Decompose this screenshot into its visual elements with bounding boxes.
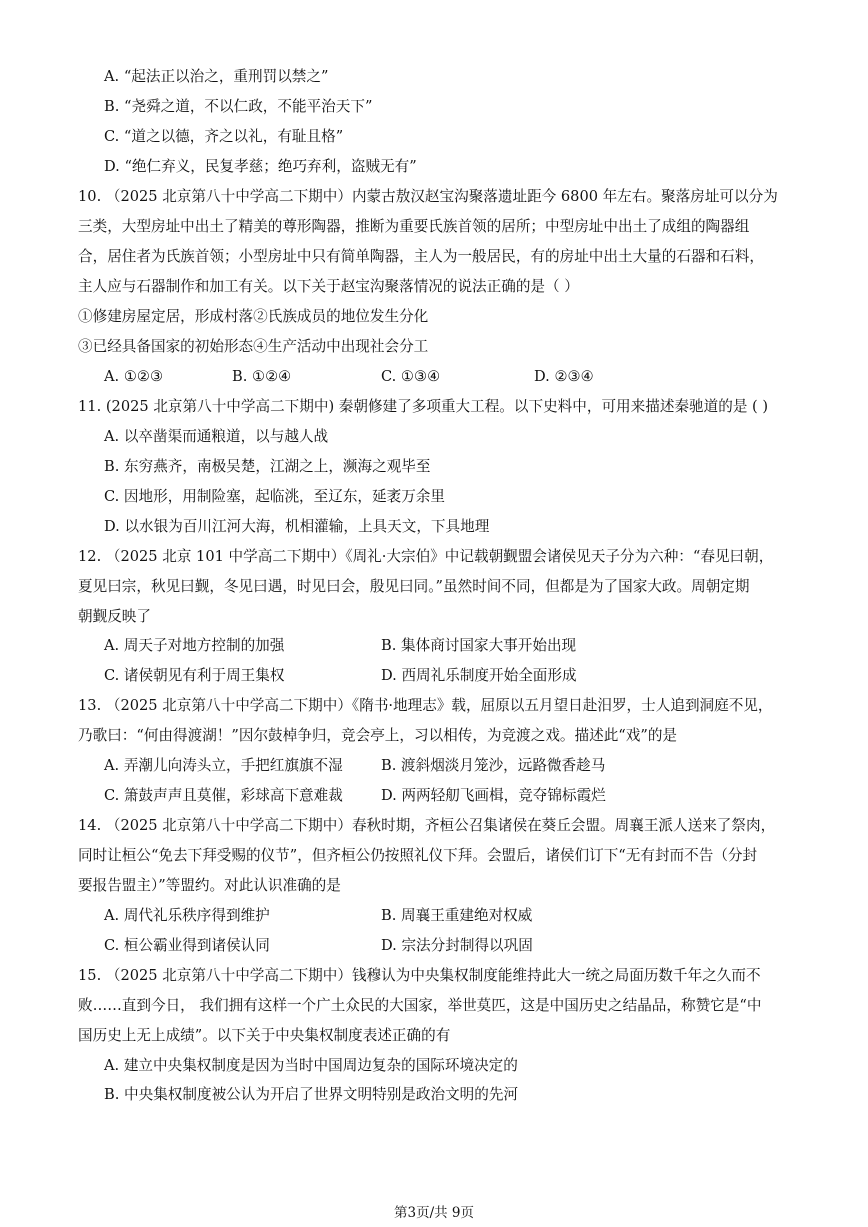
q9-option-d: D. “绝仁弃义，民复孝慈；绝巧弃利，盗贼无有”	[104, 158, 417, 175]
q13-stem-line-1: 13. （2025 北京第八十中学高二下期中）《隋书·地理志》载，屈原以五月望日赴汨罗，士人追到洞庭不见，	[78, 697, 773, 714]
q9-option-b: B. “尧舜之道，不以仁政，不能平治天下”	[104, 98, 373, 115]
q13-option-b: B. 渡斜烟淡月笼沙，远路微香趁马	[381, 757, 606, 774]
q10-stem-line-2: 三类，大型房址中出土了精美的尊形陶器，推断为重要氏族首领的居所；中型房址中出土了成组的陶器组	[78, 218, 750, 235]
q12-stem-line-2: 夏见曰宗，秋见曰觐，冬见曰遇，时见曰会，殷见曰同。”虽然时间不同，但都是为了国家大政。周朝定期	[78, 578, 750, 595]
q14-option-a: A. 周代礼乐秩序得到维护	[104, 907, 270, 924]
q13-option-d: D. 两两轻舠飞画楫，竞夺锦标霞烂	[381, 787, 606, 804]
q11-option-b: B. 东穷燕齐，南极吴楚，江湖之上，濒海之观毕至	[104, 458, 431, 475]
q10-stem-line-4: 主人应与石器制作和加工有关。以下关于赵宝沟聚落情况的说法正确的是（ ）	[78, 278, 579, 295]
q15-stem-line-1: 15. （2025 北京第八十中学高二下期中）钱穆认为中央集权制度能维持此大一统之局面历数千年之久而不	[78, 967, 761, 984]
q14-option-d: D. 宗法分封制得以巩固	[381, 937, 533, 954]
q15-stem-line-2: 败……直到今日， 我们拥有这样一个广土众民的大国家，举世莫匹，这是中国历史之结晶品，称赞它是“中	[78, 997, 762, 1014]
q11-option-d: D. 以水银为百川江河大海，机相灌输，上具天文，下具地理	[104, 518, 490, 535]
q9-option-c: C. “道之以德，齐之以礼，有耻且格”	[104, 128, 344, 145]
q14-option-b: B. 周襄王重建绝对权威	[381, 907, 533, 924]
q11-option-c: C. 因地形，用制险塞，起临洮，至辽东，延袤万余里	[104, 488, 445, 505]
q10-option-a: A. ①②③	[104, 368, 164, 385]
q10-option-b: B. ①②④	[232, 368, 292, 385]
q15-option-b: B. 中央集权制度被公认为开启了世界文明特别是政治文明的先河	[104, 1086, 519, 1103]
q13-stem-line-2: 乃歌曰：“何由得渡湖！”因尔鼓棹争归，竞会亭上，习以相传，为竞渡之戏。描述此“戏”的是	[78, 727, 678, 744]
q11-option-a: A. 以卒凿渠而通粮道，以与越人战	[104, 428, 329, 445]
q10-option-d: D. ②③④	[534, 368, 594, 385]
q12-option-b: B. 集体商讨国家大事开始出现	[381, 637, 577, 654]
q10-statement-1: ①修建房屋定居，形成村落②氏族成员的地位发生分化	[78, 308, 429, 325]
q13-option-a: A. 弄潮儿向涛头立，手把红旗旗不湿	[104, 757, 343, 774]
q11-stem: 11. (2025 北京第八十中学高二下期中) 秦朝修建了多项重大工程。以下史料中，可用来描述秦驰道的是 ( )	[78, 398, 769, 415]
q15-option-a: A. 建立中央集权制度是因为当时中国周边复杂的国际环境决定的	[104, 1057, 518, 1074]
q14-stem-line-2: 同时让桓公“免去下拜受赐的仪节”，但齐桓公仍按照礼仪下拜。会盟后，诸侯们订下“无有封而不告（分封	[78, 847, 758, 864]
q9-option-a: A. “起法正以治之，重刑罚以禁之”	[104, 68, 329, 85]
q12-stem-line-3: 朝觐反映了	[78, 608, 151, 625]
q12-stem-line-1: 12. （2025 北京 101 中学高二下期中）《周礼·大宗伯》中记载朝觐盟会诸侯见天子分为六种：“春见曰朝，	[78, 548, 774, 565]
q12-option-a: A. 周天子对地方控制的加强	[104, 637, 285, 654]
q14-stem-line-1: 14. （2025 北京第八十中学高二下期中）春秋时期，齐桓公召集诸侯在葵丘会盟。周襄王派人送来了祭肉，	[78, 817, 776, 834]
q10-stem-line-1: 10. （2025 北京第八十中学高二下期中）内蒙古敖汉赵宝沟聚落遗址距今 6800 年左右。聚落房址可以分为	[78, 188, 778, 205]
q10-stem-line-3: 合，居住者为氏族首领；小型房址中只有简单陶器，主人为一般居民，有的房址中出土大量的石器和石料，	[78, 248, 764, 265]
q12-option-c: C. 诸侯朝见有利于周王集权	[104, 667, 285, 684]
q10-option-c: C. ①③④	[381, 368, 441, 385]
page-number: 第3页/共 9页	[393, 1205, 475, 1221]
q15-stem-line-3: 国历史上无上成绩”。以下关于中央集权制度表述正确的有	[78, 1027, 451, 1044]
q14-stem-line-3: 要报告盟主）”等盟约。对此认识准确的是	[78, 877, 341, 894]
q13-option-c: C. 箫鼓声声且莫催，彩球高下意难裁	[104, 787, 343, 804]
q14-option-c: C. 桓公霸业得到诸侯认同	[104, 937, 270, 954]
q10-statement-2: ③已经具备国家的初始形态④生产活动中出现社会分工	[78, 338, 429, 355]
q12-option-d: D. 西周礼乐制度开始全面形成	[381, 667, 577, 684]
